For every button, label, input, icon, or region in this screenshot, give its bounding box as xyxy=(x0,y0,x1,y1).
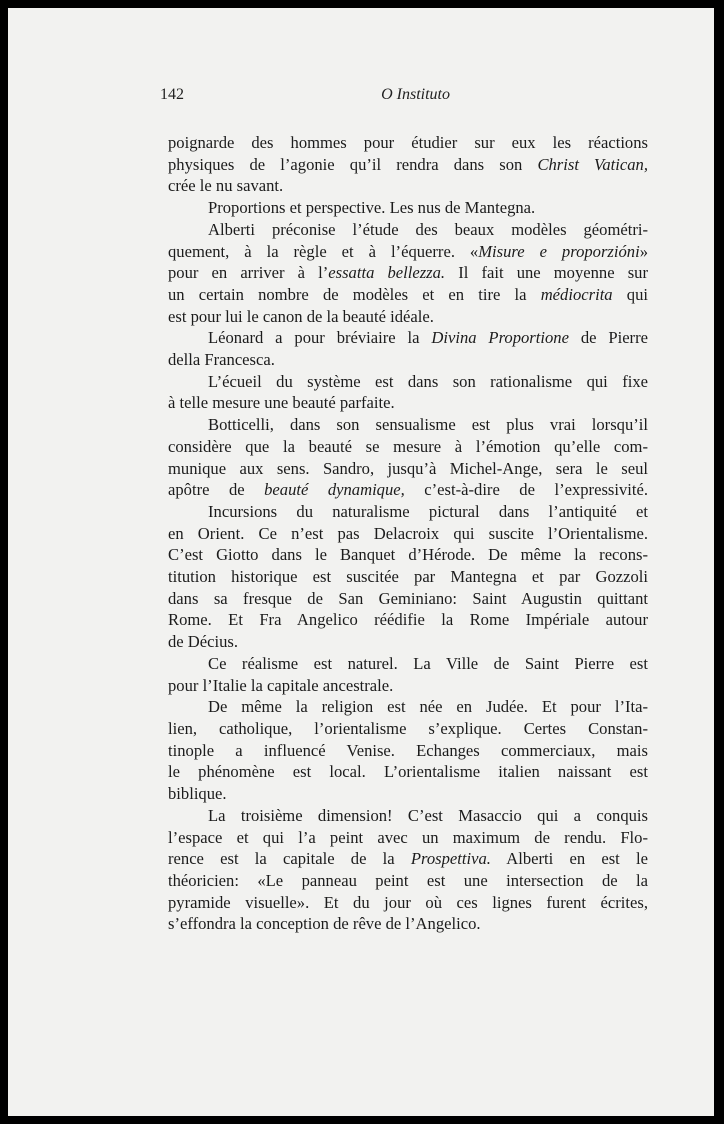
text-segment: est pour lui le canon de la beauté idéale. xyxy=(168,306,434,326)
text-segment: La troisième dimension! C’est Masaccio qui a conquis xyxy=(208,805,648,825)
text-line xyxy=(168,523,648,545)
text-segment: Alberti préconise l’étude des beaux modèles géométri- xyxy=(208,219,648,239)
text-segment: physiques de l’agonie qu’il rendra dans son xyxy=(168,154,538,174)
text-line xyxy=(168,371,648,393)
italic-text: Prospettiva. xyxy=(410,849,491,869)
text-segment: poignarde des hommes pour étudier sur eux les réactions xyxy=(168,133,648,152)
text-segment: quement, à la règle et à l’équerre. « xyxy=(168,241,479,261)
text-line xyxy=(168,631,648,653)
text-segment: rence est la capitale de la xyxy=(168,849,411,869)
text-line xyxy=(168,436,648,458)
text-line xyxy=(168,327,648,349)
text-segment: tinople a influencé Venise. Echanges commerciaux, mais xyxy=(168,740,648,760)
text-segment: à telle mesure une beauté parfaite. xyxy=(168,393,395,413)
text-segment: dans sa fresque de San Geminiano: Saint Augustin quittant xyxy=(168,588,648,608)
italic-text: Misure e proporzióni xyxy=(478,241,640,261)
text-line xyxy=(168,609,648,631)
text-segment: apôtre de xyxy=(168,480,265,500)
text-segment: della Francesca. xyxy=(168,350,275,370)
text-line xyxy=(168,544,648,566)
text-line xyxy=(168,805,648,827)
text-line xyxy=(168,913,648,935)
text-segment: C’est Giotto dans le Banquet d’Hérode. De même la recons- xyxy=(168,545,648,565)
text-line xyxy=(168,414,648,436)
text-line xyxy=(168,827,648,849)
text-line xyxy=(168,870,648,892)
page-number: 142 xyxy=(160,86,184,103)
text-line xyxy=(168,675,648,697)
body-text xyxy=(168,132,648,935)
text-line xyxy=(168,175,648,197)
text-segment: considère que la beauté se mesure à l’émotion qu’elle com- xyxy=(168,436,648,456)
text-line xyxy=(168,392,648,414)
text-line xyxy=(168,349,648,371)
italic-text: beauté dynamique, xyxy=(264,480,405,500)
italic-text: essatta bellezza. xyxy=(328,263,446,283)
text-segment: un certain nombre de modèles et en tire la xyxy=(168,284,541,304)
text-line xyxy=(168,154,648,176)
text-segment: pour en arriver à l’ xyxy=(168,263,329,283)
running-title: O Instituto xyxy=(381,86,450,103)
text-segment: théoricien: «Le panneau peint est une intersection de la xyxy=(168,870,648,890)
text-line xyxy=(168,848,648,870)
text-line xyxy=(168,241,648,263)
text-segment: crée le nu savant. xyxy=(168,176,284,196)
text-line xyxy=(168,479,648,501)
text-line xyxy=(168,588,648,610)
text-segment: pyramide visuelle». Et du jour où ces lignes furent écrites, xyxy=(168,892,648,912)
text-segment: titution historique est suscitée par Mantegna et par Gozzoli xyxy=(168,567,648,587)
text-segment: qui xyxy=(612,284,648,304)
text-segment: Ce réalisme est naturel. La Ville de Saint Pierre est xyxy=(208,653,648,673)
text-segment: lien, catholique, l’orientalisme s’explique. Certes Constan- xyxy=(168,718,648,738)
text-segment: Botticelli, dans son sensualisme est plus vrai lorsqu’il xyxy=(208,415,648,435)
text-line xyxy=(168,761,648,783)
text-line xyxy=(168,458,648,480)
text-segment: » xyxy=(639,241,648,261)
text-segment: Il fait une moyenne sur xyxy=(445,263,648,283)
text-segment: c’est-à-dire de l’expressivité. xyxy=(404,480,649,500)
text-line xyxy=(168,197,648,219)
text-line xyxy=(168,718,648,740)
italic-text: Divina Proportione xyxy=(431,328,569,348)
text-segment: de Pierre xyxy=(568,328,648,348)
text-line xyxy=(168,219,648,241)
text-segment: l’espace et qui l’a peint avec un maximum de rendu. Flo- xyxy=(168,827,648,847)
text-segment: de Décius. xyxy=(168,632,239,652)
text-segment: en Orient. Ce n’est pas Delacroix qui suscite l’Orientalisme. xyxy=(168,523,648,543)
text-segment: munique aux sens. Sandro, jusqu’à Michel-Ange, sera le seul xyxy=(168,458,648,478)
text-segment: s’effondra la conception de rêve de l’Angelico. xyxy=(168,914,481,934)
text-line xyxy=(168,740,648,762)
text-segment: Proportions et perspective. Les nus de Mantegna. xyxy=(208,198,536,218)
text-segment: le phénomène est local. L’orientalisme italien naissant est xyxy=(168,762,648,782)
text-line xyxy=(168,132,648,154)
text-segment: Rome. Et Fra Angelico réédifie la Rome Impériale autour xyxy=(168,610,648,630)
text-segment: Alberti en est le xyxy=(490,849,648,869)
text-segment: Incursions du naturalisme pictural dans l’antiquité et xyxy=(208,501,648,521)
text-segment: L’écueil du système est dans son rationalisme qui fixe xyxy=(208,371,648,391)
text-line xyxy=(168,783,648,805)
text-segment: pour l’Italie la capitale ancestrale. xyxy=(168,675,394,695)
text-line xyxy=(168,653,648,675)
book-page xyxy=(8,8,714,1116)
text-line xyxy=(168,262,648,284)
text-line xyxy=(168,696,648,718)
text-segment: De même la religion est née en Judée. Et pour l’Ita- xyxy=(208,697,648,717)
text-line xyxy=(168,306,648,328)
text-segment: Léonard a pour bréviaire la xyxy=(208,328,432,348)
text-line xyxy=(168,284,648,306)
text-line xyxy=(168,892,648,914)
text-line xyxy=(168,566,648,588)
italic-text: Christ Vatican, xyxy=(537,154,648,174)
text-segment: biblique. xyxy=(168,784,227,804)
italic-text: médiocrita xyxy=(540,284,613,304)
text-line xyxy=(168,501,648,523)
